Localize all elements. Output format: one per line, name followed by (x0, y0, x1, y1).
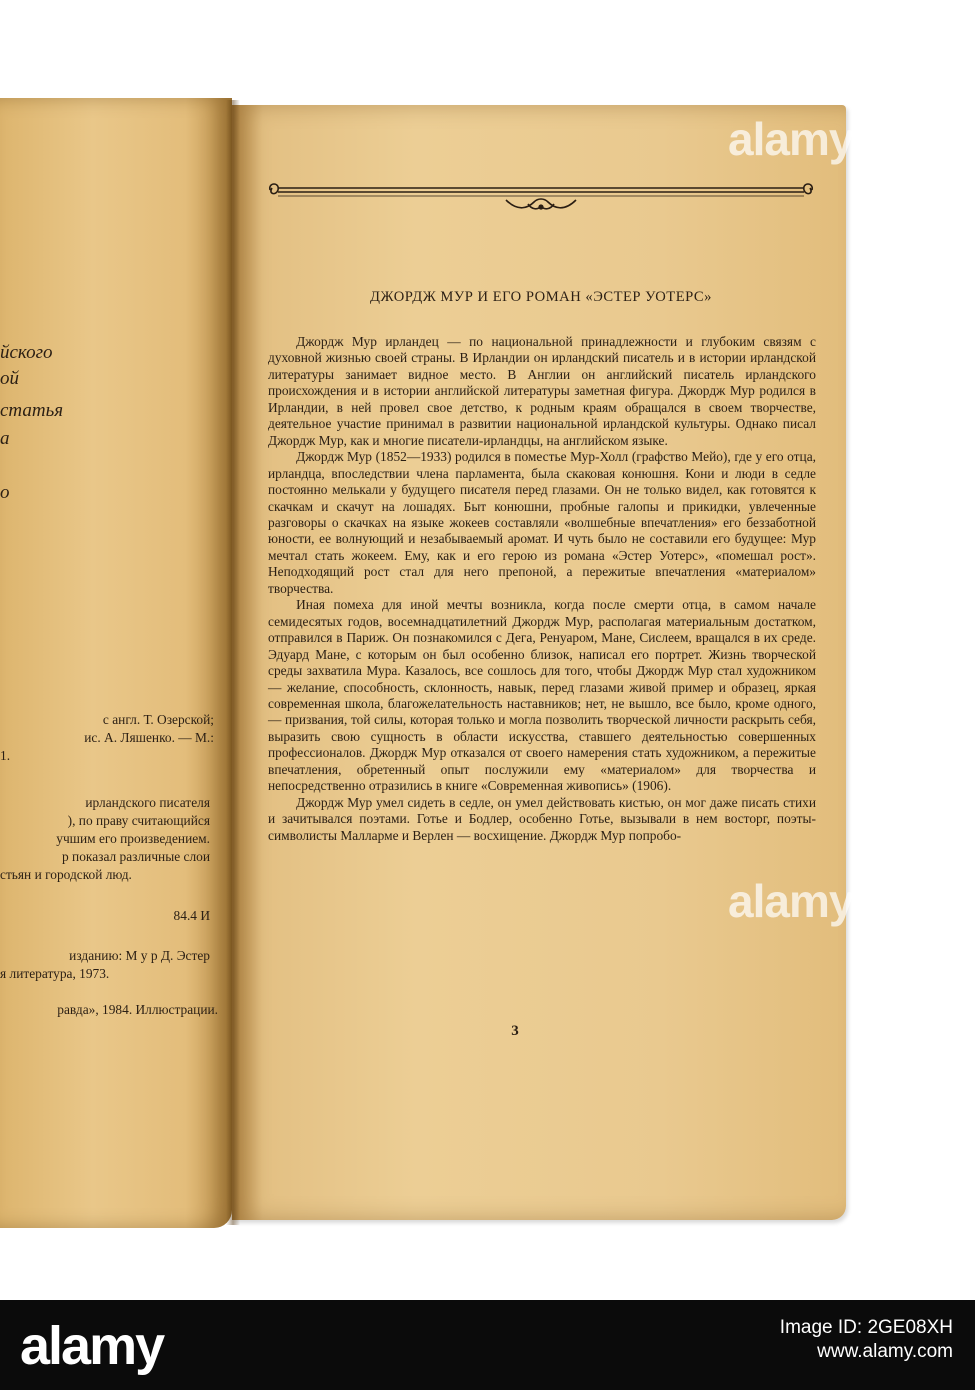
watermark-logo: alamy (728, 113, 854, 165)
paragraph: Джордж Мур (1852—1933) родился в поместье Мур-Холл (графство Мейо), где у его отца, ирландца, впоследствии члена парламента, была скаковая конюшня. Кони и люди в седле постоянно мелькали у будущего писателя перед глазами. Он не только видел, как готовятся к скачкам и скачут на лошадях. Быт конюшни, пробные галопы и прикидки, увлеченные разговоры о скачках на языке жокеев составляли «волшебные впечатления» его беззаботной юности, ее волнующий и незабываемый аромат. И чуть было не составили его будущее: Мур мечтал стать жокеем. Ему, как и его герою из романа «Эстер Уотерс», «помешал рост». Неподходящий рост стал для него препоной, а пережитые впечатления «материалом» творчества. (268, 449, 816, 596)
banner-url: www.alamy.com (817, 1341, 953, 1362)
banner-logo: alamy (20, 1316, 164, 1376)
image-id-label: Image ID: 2GE08XH (779, 1317, 953, 1338)
paragraph: Джордж Мур умел сидеть в седле, он умел действовать кистью, он мог даже писать стихи и зачитывался поэтами. Готье и Бодлер, особенно Готье, вызывали в нем восторг, поэты-символисты Малларме и Верлен — восхищение. Джордж Мур попробо- (268, 794, 816, 843)
left-fragment: 84.4 И (173, 908, 210, 923)
left-fragment: о (0, 482, 10, 503)
left-fragment: учшим его произведением. (56, 831, 210, 846)
watermark-logo: alamy (728, 875, 854, 927)
stock-banner (0, 1300, 975, 1390)
left-fragment: ис. А. Ляшенко. — М.: (84, 730, 214, 745)
page-number: 3 (511, 1023, 519, 1039)
left-fragment: ой (0, 368, 19, 389)
book-spine (226, 100, 240, 1225)
left-fragment: равда», 1984. Иллюстрации. (57, 1002, 218, 1017)
left-fragment: ирландского писателя (85, 795, 210, 810)
left-fragment: 1. (0, 748, 11, 763)
paragraph: Иная помеха для иной мечты возникла, когда после смерти отца, в самом начале семидесятых годов, восемнадцатилетний Джордж Мур, располагая материальным достатком, отправился в Париж. Он познакомился с Дега, Ренуаром, Мане, Сислеем, вращался в их среде. Эдуард Мане, с которым он был особенно близок, написал его портрет. Жизнь творческой среды захватила Мура. Казалось, все сошлось для того, чтобы Джордж Мур стал художником — желание, способность, склонность, навык, перед глазами живой пример и образец, яркая современная школа, благожелательность наставников; нет, не вышло, все было, кроме одного,— призвания, той силы, которая только и могла позволить творческой личности раскрыть себя, выразить свою сущность в области искусства, ставшего деятельностью совершенных профессионалов. Джордж Мур отказался от своего намерения стать художником, а пережитые впечатления, обретенный опыт послужили ему «материалом» для творчества и непосредственно отразились в книге «Современная живопись» (1906). (268, 597, 816, 794)
left-fragment: йского (0, 342, 53, 363)
body-text (268, 334, 816, 844)
banner-meta (780, 1316, 953, 1364)
left-fragment: я литература, 1973. (0, 966, 110, 981)
left-fragment: статья (0, 400, 64, 421)
chapter-title: ДЖОРДЖ МУР И ЕГО РОМАН «ЭСТЕР УОТЕРС» (370, 289, 712, 305)
left-fragment: с англ. Т. Озерской; (102, 712, 214, 727)
left-page (0, 98, 232, 1228)
left-fragment: стьян и городской люд. (0, 867, 132, 882)
left-fragment: изданию: М у р Д. Эстер (69, 948, 210, 963)
left-fragment: р показал различные слои (62, 849, 210, 864)
left-fragment: а (0, 428, 10, 449)
left-fragment: ), по праву считающийся (67, 813, 210, 828)
ornament-divider (266, 180, 816, 216)
paragraph: Джордж Мур ирландец — по национальной принадлежности и глубоким связям с духовной жизнью своей страны. В Ирландии он ирландский писатель и в истории ирландской литературы занимает видное место. В Англии он английский писатель ирландского происхождения и в истории английской литературы заметная фигура. Джордж Мур родился в Ирландии, в ней провел свое детство, к родным краям обращался в своем творчестве, деятельное участие принимал в развитии национальной ирландской культуры. Однако писал Джордж Мур, как и многие писатели-ирландцы, на английском языке. (268, 334, 816, 448)
